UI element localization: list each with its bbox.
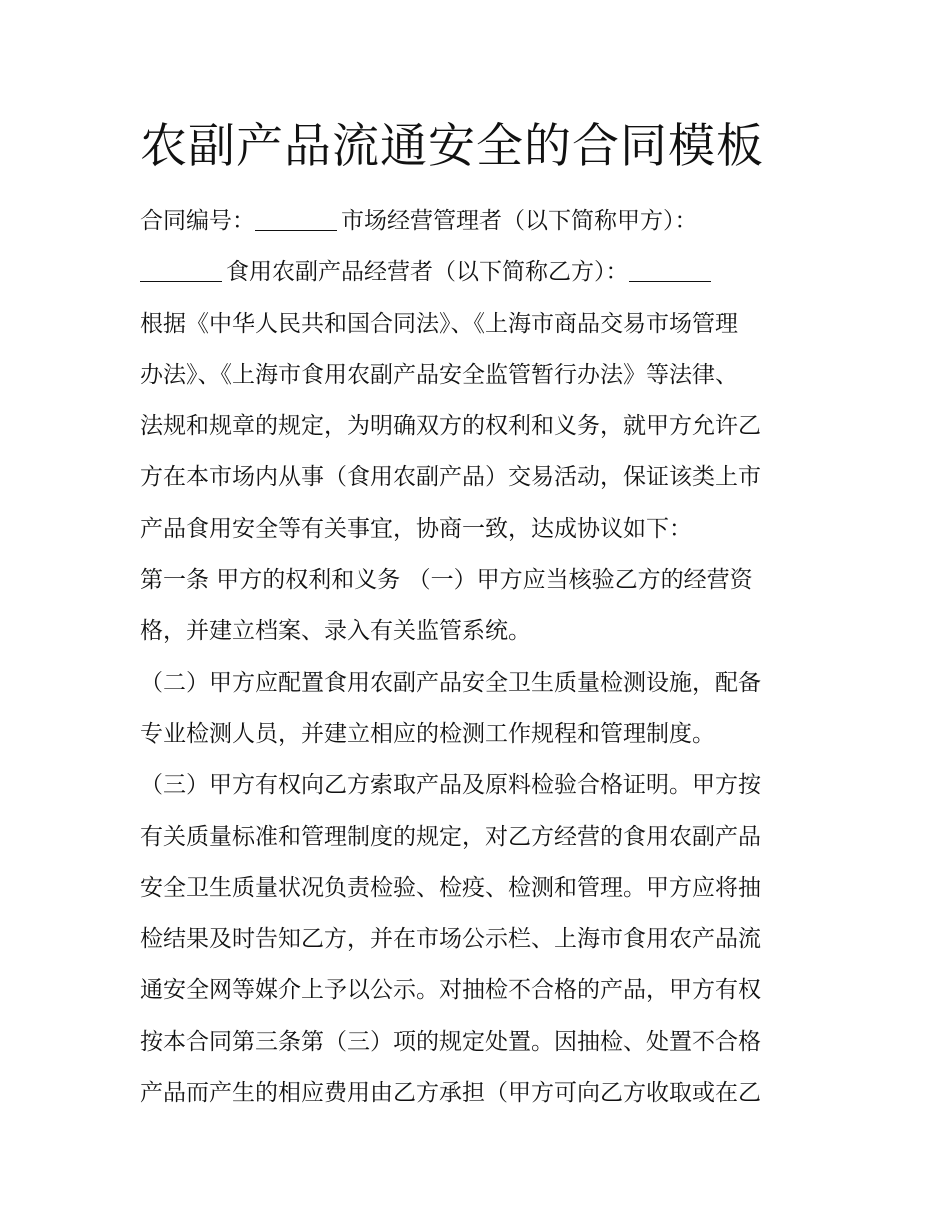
body-line: 方在本市场内从事（食用农副产品）交易活动，保证该类上市 [140,464,761,491]
body-line: 产品食用安全等有关事宜，协商一致，达成协议如下： [140,515,692,542]
body-line: 法规和规章的规定，为明确双方的权利和义务，就甲方允许乙 [140,413,761,440]
body-line: 通安全网等媒介上予以公示。对抽检不合格的产品，甲方有权 [140,977,761,1004]
body-line: （三）甲方有权向乙方索取产品及原料检验合格证明。甲方按 [140,772,761,799]
document-title: 农副产品流通安全的合同模板 [140,119,764,174]
body-line: 有关质量标准和管理制度的规定，对乙方经营的食用农副产品 [140,823,761,850]
body-line: 安全卫生质量状况负责检验、检疫、检测和管理。甲方应将抽 [140,874,761,901]
party-b-blank[interactable] [629,251,711,282]
body-line: 按本合同第三条第（三）项的规定处置。因抽检、处置不合格 [140,1028,761,1055]
contract-no-blank[interactable] [255,200,337,231]
header-line-contract-no [140,196,812,247]
body-line: 格，并建立档案、录入有关监管系统。 [140,618,531,645]
body-line: 办法》、《上海市食用农副产品安全监管暂行办法》等法律、 [140,361,738,388]
body-line: 根据《中华人民共和国合同法》、《上海市商品交易市场管理 [140,310,738,337]
party-a-blank[interactable] [140,251,222,282]
party-b-label: 食用农副产品经营者（以下简称乙方）： [226,259,629,286]
party-a-label: 市场经营管理者（以下简称甲方）： [341,208,698,234]
body-line: 检结果及时告知乙方，并在市场公示栏、上海市食用农产品流 [140,926,761,953]
contract-no-label: 合同编号： [140,208,255,234]
body-line: 产品而产生的相应费用由乙方承担（甲方可向乙方收取或在乙 [140,1080,761,1107]
document-body [140,196,812,1119]
body-line: 专业检测人员，并建立相应的检测工作规程和管理制度。 [140,720,715,747]
body-line: 第一条 甲方的权利和义务 （一）甲方应当核验乙方的经营资 [140,567,753,594]
header-line-party-b [140,247,812,298]
body-line: （二）甲方应配置食用农副产品安全卫生质量检测设施，配备 [140,669,761,696]
